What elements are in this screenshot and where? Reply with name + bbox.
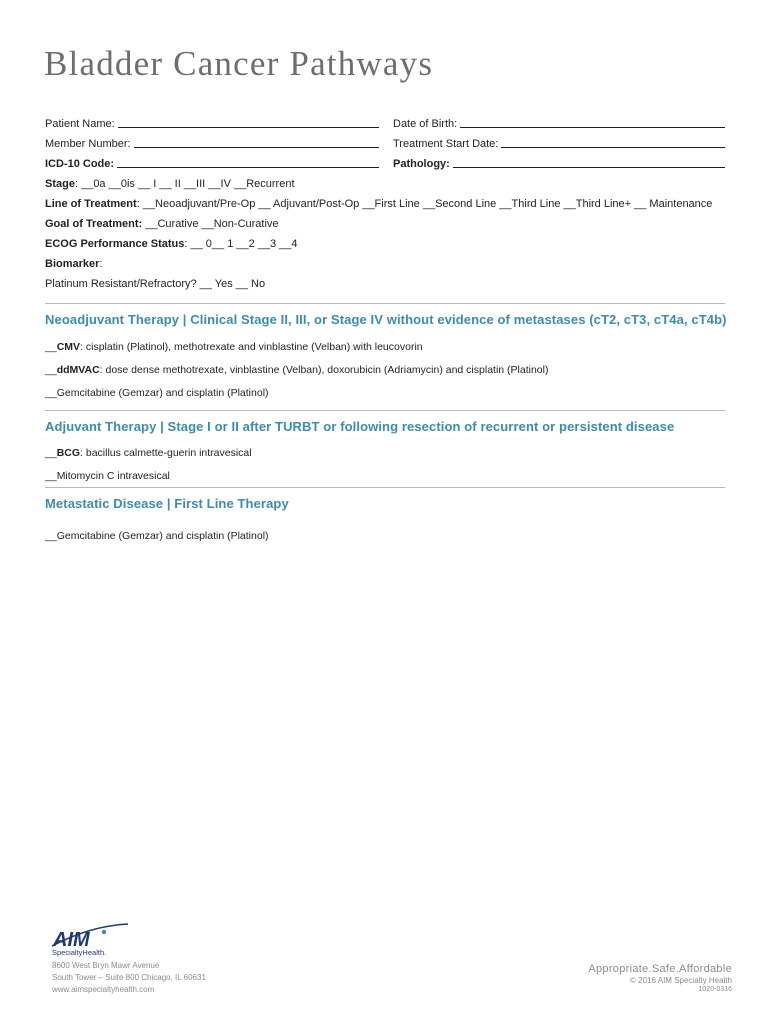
address-line-2: South Tower – Suite 800 Chicago, IL 60631 <box>52 973 206 982</box>
logo-subtitle: SpecialtyHealth. <box>52 948 107 957</box>
section-heading: Neoadjuvant Therapy | Clinical Stage II, III, or Stage IV without evidence of metastases (cT2, cT3, cT4a, cT4b) <box>45 312 727 327</box>
regimen-description: Gemcitabine (Gemzar) and cisplatin (Platinol) <box>56 530 269 542</box>
ecog-line[interactable] <box>45 237 735 257</box>
treatment-start-date-label: Treatment Start Date: <box>393 138 499 150</box>
logo-wordmark: AIM <box>53 929 90 950</box>
pathology-field[interactable] <box>393 156 725 170</box>
line-of-treatment-line[interactable] <box>45 197 735 217</box>
website-link[interactable]: www.aimspecialtyhealth.com <box>52 985 155 994</box>
date-of-birth-label: Date of Birth: <box>393 118 458 130</box>
regimen-option[interactable] <box>45 363 735 386</box>
member-number-input-line[interactable] <box>134 137 379 148</box>
platinum-text[interactable]: Platinum Resistant/Refractory? __ Yes __ No <box>45 278 266 290</box>
date-of-birth-field[interactable] <box>393 116 725 130</box>
icd10-code-input-line[interactable] <box>117 157 379 168</box>
ecog-options[interactable]: : __ 0__ 1 __2 __3 __4 <box>184 238 298 250</box>
platinum-line[interactable] <box>45 277 735 297</box>
member-number-label: Member Number: <box>45 138 131 150</box>
stage-line[interactable] <box>45 177 735 197</box>
neoadjuvant-section <box>45 312 735 409</box>
footer-tagline-block <box>588 963 732 993</box>
ecog-label: ECOG Performance Status <box>45 238 185 250</box>
regimen-name: ddMVAC <box>56 364 100 376</box>
regimen-description: : dose dense methotrexate, vinblastine (Velban), doxorubicin (Adriamycin) and cisplatin (Platinol) <box>99 364 549 376</box>
metastatic-section <box>45 496 735 552</box>
treatment-checklist <box>45 177 735 297</box>
regimen-name: BCG <box>56 447 81 459</box>
patient-name-field[interactable] <box>45 116 393 130</box>
adjuvant-section <box>45 419 735 492</box>
pathology-label: Pathology: <box>393 158 450 170</box>
footer-address <box>52 960 206 996</box>
page-title: Bladder Cancer Pathways <box>44 44 434 83</box>
member-number-field[interactable] <box>45 136 393 150</box>
biomarker-options[interactable]: : <box>99 258 103 270</box>
pathology-label-wrap <box>393 158 453 170</box>
regimen-name: CMV <box>56 341 81 353</box>
blank-line-marker: __ <box>45 341 57 353</box>
treatment-start-date-field[interactable] <box>393 136 725 150</box>
regimen-description: : bacillus calmette-guerin intravesical <box>80 447 252 459</box>
blank-line-marker: __ <box>45 447 57 459</box>
section-heading: Metastatic Disease | First Line Therapy <box>45 496 289 511</box>
regimen-description: Gemcitabine (Gemzar) and cisplatin (Platinol) <box>56 387 269 399</box>
section-heading: Adjuvant Therapy | Stage I or II after TURBT or following resection of recurrent or persistent disease <box>45 419 675 434</box>
blank-line-marker: __ <box>45 470 57 482</box>
document-number: 1020-0316 <box>698 986 732 993</box>
section-divider <box>45 487 725 488</box>
blank-line-marker: __ <box>45 364 57 376</box>
section-divider <box>45 410 725 411</box>
regimen-option[interactable] <box>45 529 735 552</box>
regimen-option[interactable] <box>45 469 735 492</box>
patient-name-input-line[interactable] <box>118 117 379 128</box>
aim-logo-icon <box>50 922 130 950</box>
regimen-option[interactable] <box>45 386 735 409</box>
stage-options[interactable]: : __0a __0is __ I __ II __III __IV __Recurrent <box>74 178 295 190</box>
goal-of-treatment-line[interactable] <box>45 217 735 237</box>
section-divider <box>45 303 725 304</box>
regimen-description: Mitomycin C intravesical <box>56 470 170 482</box>
treatment-start-date-input-line[interactable] <box>501 137 725 148</box>
pathology-input-line[interactable] <box>453 157 725 168</box>
copyright: © 2016 AIM Specialty Health <box>630 976 732 985</box>
address-line-1: 8600 West Bryn Mawr Avenue <box>52 961 160 970</box>
biomarker-label: Biomarker <box>45 258 100 270</box>
patient-name-label: Patient Name: <box>45 118 115 130</box>
line-of-treatment-options[interactable]: : __Neoadjuvant/Pre-Op __ Adjuvant/Post-Op __First Line __Second Line __Third Line __Third Line+ __ Maintenance <box>136 198 713 210</box>
line-of-treatment-label: Line of Treatment <box>45 198 137 210</box>
regimen-option[interactable] <box>45 340 735 363</box>
date-of-birth-input-line[interactable] <box>460 117 725 128</box>
goal-of-treatment-label: Goal of Treatment: <box>45 218 143 230</box>
blank-line-marker: __ <box>45 387 57 399</box>
biomarker-line[interactable] <box>45 257 735 277</box>
patient-info-fields <box>45 116 725 170</box>
icd10-code-field[interactable] <box>45 156 393 170</box>
regimen-option[interactable] <box>45 446 735 469</box>
icd10-code-label: ICD-10 Code: <box>45 158 115 170</box>
blank-line-marker: __ <box>45 530 57 542</box>
regimen-description: : cisplatin (Platinol), methotrexate and vinblastine (Velban) with leucovorin <box>80 341 423 353</box>
stage-label: Stage <box>45 178 75 190</box>
goal-of-treatment-options[interactable]: __Curative __Non-Curative <box>142 218 279 230</box>
tagline: Appropriate.Safe.Affordable <box>588 963 732 975</box>
